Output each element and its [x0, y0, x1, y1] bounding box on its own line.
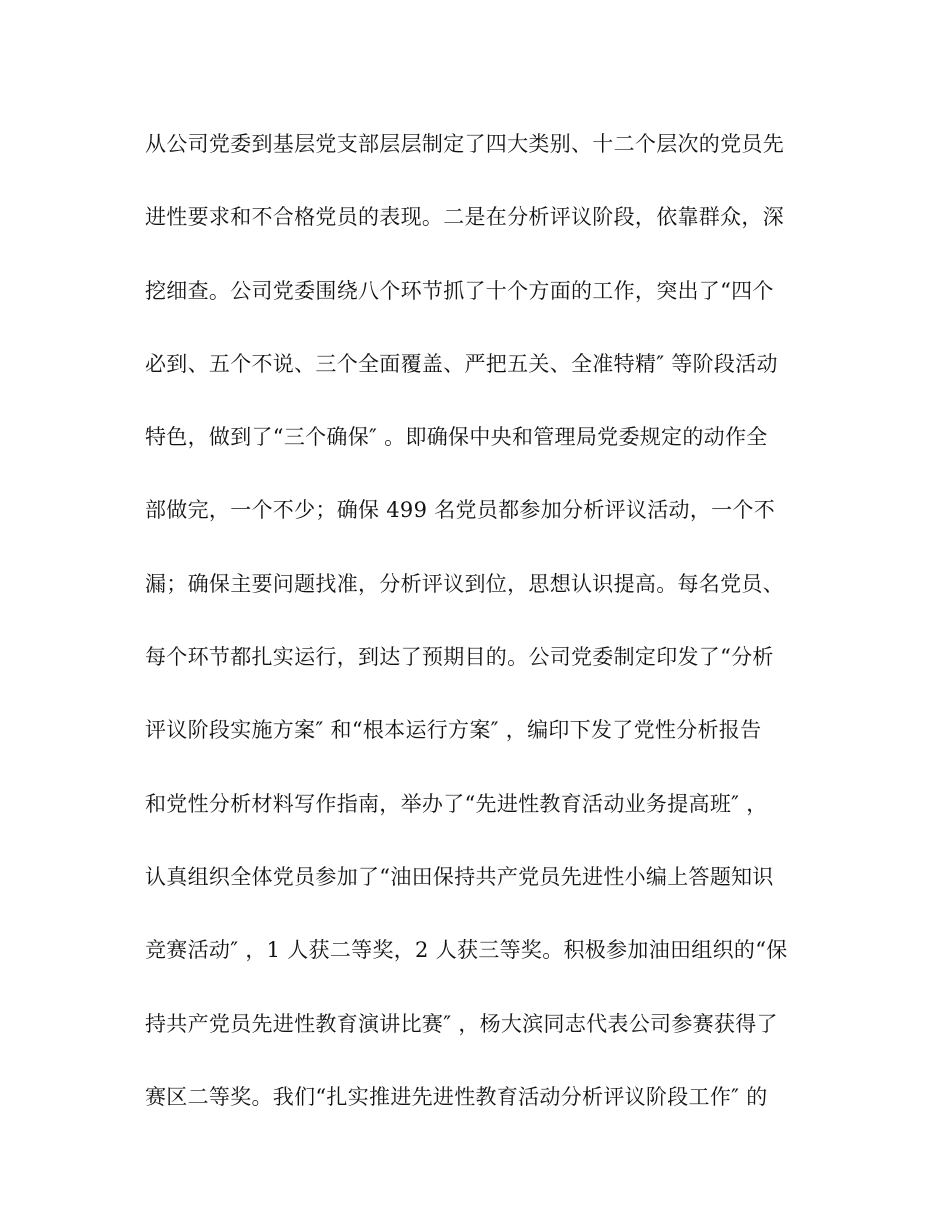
- text-line: 和党性分析材料写作指南，举办了“先进性教育活动业务提高班″ ，: [145, 791, 768, 816]
- text-line: 部做完，一个不少；确保 499 名党员都参加分析评议活动，一个不: [145, 498, 776, 523]
- text-line: 从公司党委到基层党支部层层制定了四大类别、十二个层次的党员先: [145, 132, 784, 156]
- text-line: 持共产党员先进性教育演讲比赛″ ，杨大滨同志代表公司参赛获得了: [145, 1011, 778, 1036]
- text-line: 挖细查。公司党委围绕八个环节抓了十个方面的工作，突出了“四个: [145, 278, 774, 303]
- text-line: 赛区二等奖。我们“扎实推进先进性教育活动分析评议阶段工作″ 的: [145, 1084, 768, 1109]
- text-line: 必到、五个不说、三个全面覆盖、严把五关、全准特精″ 等阶段活动: [145, 351, 778, 376]
- text-line: 漏；确保主要问题找准，分析评议到位，思想认识提高。每名党员、: [145, 571, 784, 596]
- text-line: 进性要求和不合格党员的表现。二是在分析评议阶段，依靠群众，深: [145, 205, 784, 230]
- text-line: 竞赛活动″ ，1 人获二等奖，2 人获三等奖。积极参加油田组织的“保: [145, 938, 788, 963]
- text-line: 评议阶段实施方案″ 和“根本运行方案″ ，编印下发了党性分析报告: [145, 718, 762, 743]
- text-line: 特色，做到了“三个确保″ 。即确保中央和管理局党委规定的动作全: [145, 425, 768, 450]
- text-line: 每个环节都扎实运行，到达了预期目的。公司党委制定印发了“分析: [145, 645, 774, 670]
- body-text: [145, 121, 825, 1147]
- text-line: 认真组织全体党员参加了“油田保持共产党员先进性小编上答题知识: [145, 864, 774, 889]
